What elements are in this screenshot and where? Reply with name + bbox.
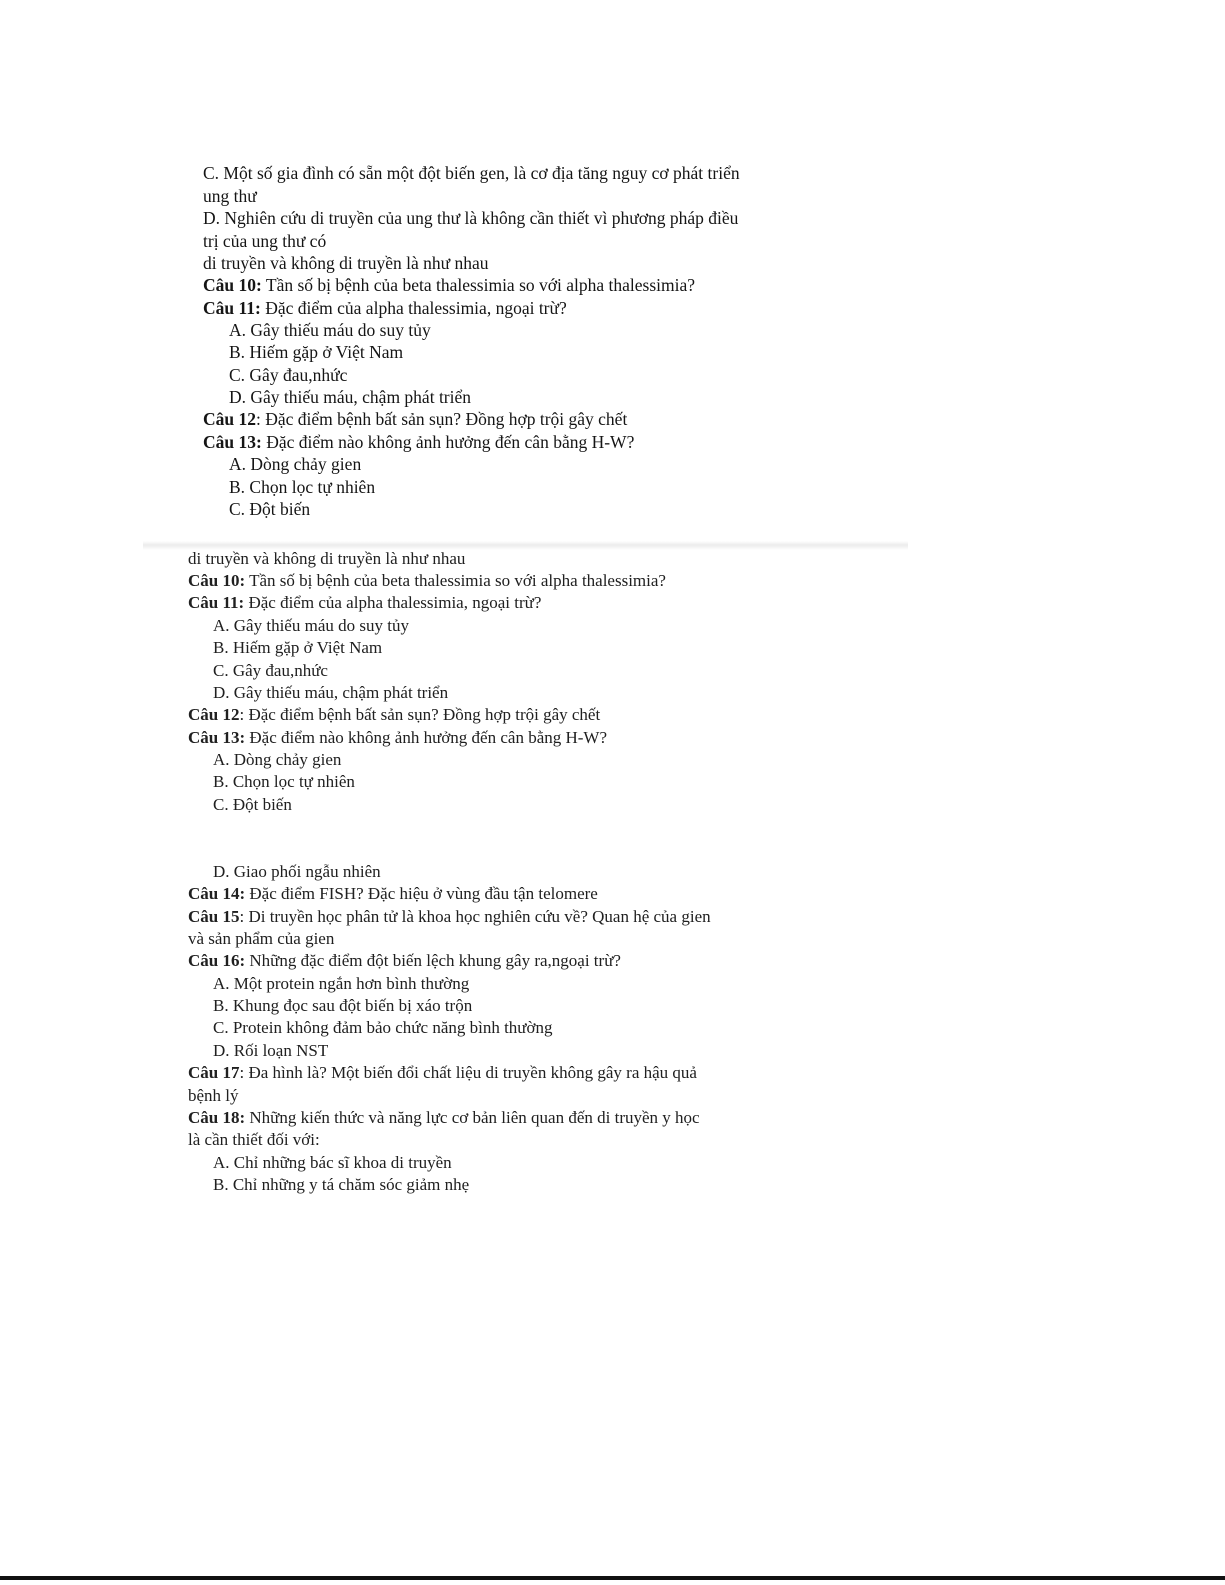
question-17: Câu 17: Đa hình là? Một biến đổi chất liệu di truyền không gây ra hậu quả <box>188 1063 697 1082</box>
question-10: Câu 10: Tần số bị bệnh của beta thalessimia so với alpha thalessimia? <box>203 275 696 295</box>
question-11: Câu 11: Đặc điểm của alpha thalessimia, ngoại trừ? <box>188 593 542 612</box>
q11-option-b: B. Hiếm gặp ở Việt Nam <box>213 638 383 657</box>
question-12: Câu 12: Đặc điểm bệnh bất sản sụn? Đồng hợp trội gây chết <box>203 409 628 429</box>
question-13: Câu 13: Đặc điểm nào không ảnh hưởng đến cân bằng H-W? <box>188 728 608 747</box>
q13-option-d: D. Giao phối ngẫu nhiên <box>213 862 381 881</box>
q11-option-d: D. Gây thiếu máu, chậm phát triển <box>229 387 472 407</box>
option-c-cont: ung thư <box>203 186 257 206</box>
q13-option-c: C. Đột biến <box>229 499 311 519</box>
q11-option-a: A. Gây thiếu máu do suy tủy <box>229 320 431 340</box>
question-18: Câu 18: Những kiến thức và năng lực cơ bản liên quan đến di truyền y học <box>188 1108 700 1127</box>
question-15-cont: và sản phẩm của gien <box>188 929 335 948</box>
q16-option-a: A. Một protein ngắn hơn bình thường <box>213 974 470 993</box>
q13-option-b: B. Chọn lọc tự nhiên <box>229 477 376 497</box>
question-12: Câu 12: Đặc điểm bệnh bất sản sụn? Đồng hợp trội gây chết <box>188 705 601 724</box>
question-14: Câu 14: Đặc điểm FISH? Đặc hiệu ở vùng đầu tận telomere <box>188 884 598 903</box>
option-d-text: D. Nghiên cứu di truyền của ung thư là không cần thiết vì phương pháp điều <box>203 208 739 228</box>
question-17-cont: bệnh lý <box>188 1086 239 1105</box>
q16-option-d: D. Rối loạn NST <box>213 1041 329 1060</box>
q13-option-c: C. Đột biến <box>213 795 292 814</box>
q13-option-a: A. Dòng chảy gien <box>213 750 342 769</box>
q16-option-c: C. Protein không đảm bảo chức năng bình thường <box>213 1018 553 1037</box>
option-d-cont: trị của ung thư có <box>203 231 327 251</box>
q11-option-c: C. Gây đau,nhức <box>229 365 348 385</box>
option-d-cont2: di truyền và không di truyền là như nhau <box>203 253 489 273</box>
question-15: Câu 15: Di truyền học phân tử là khoa học nghiên cứu về? Quan hệ của gien <box>188 907 711 926</box>
question-10: Câu 10: Tần số bị bệnh của beta thalessimia so với alpha thalessimia? <box>188 571 666 590</box>
q11-option-d: D. Gây thiếu máu, chậm phát triển <box>213 683 449 702</box>
q11-option-b: B. Hiếm gặp ở Việt Nam <box>229 342 404 362</box>
q13-option-b: B. Chọn lọc tự nhiên <box>213 772 355 791</box>
q13-option-a: A. Dòng chảy gien <box>229 454 362 474</box>
q18-option-a: A. Chỉ những bác sĩ khoa di truyền <box>213 1153 452 1172</box>
question-18-cont: là cần thiết đối với: <box>188 1130 320 1149</box>
q18-option-b: B. Chỉ những y tá chăm sóc giảm nhẹ <box>213 1175 470 1194</box>
q16-option-b: B. Khung đọc sau đột biến bị xáo trộn <box>213 996 473 1015</box>
page-bottom-edge <box>0 1576 1225 1580</box>
question-11: Câu 11: Đặc điểm của alpha thalessimia, ngoại trừ? <box>203 298 567 318</box>
question-16: Câu 16: Những đặc điểm đột biến lệch khung gây ra,ngoại trừ? <box>188 951 621 970</box>
option-c-text: C. Một số gia đình có sẵn một đột biến gen, là cơ địa tăng nguy cơ phát triển <box>203 163 740 183</box>
q11-option-c: C. Gây đau,nhức <box>213 661 328 680</box>
option-d-cont: di truyền và không di truyền là như nhau <box>188 549 466 568</box>
q11-option-a: A. Gây thiếu máu do suy tủy <box>213 616 409 635</box>
question-13: Câu 13: Đặc điểm nào không ảnh hưởng đến cân bằng H-W? <box>203 432 635 452</box>
